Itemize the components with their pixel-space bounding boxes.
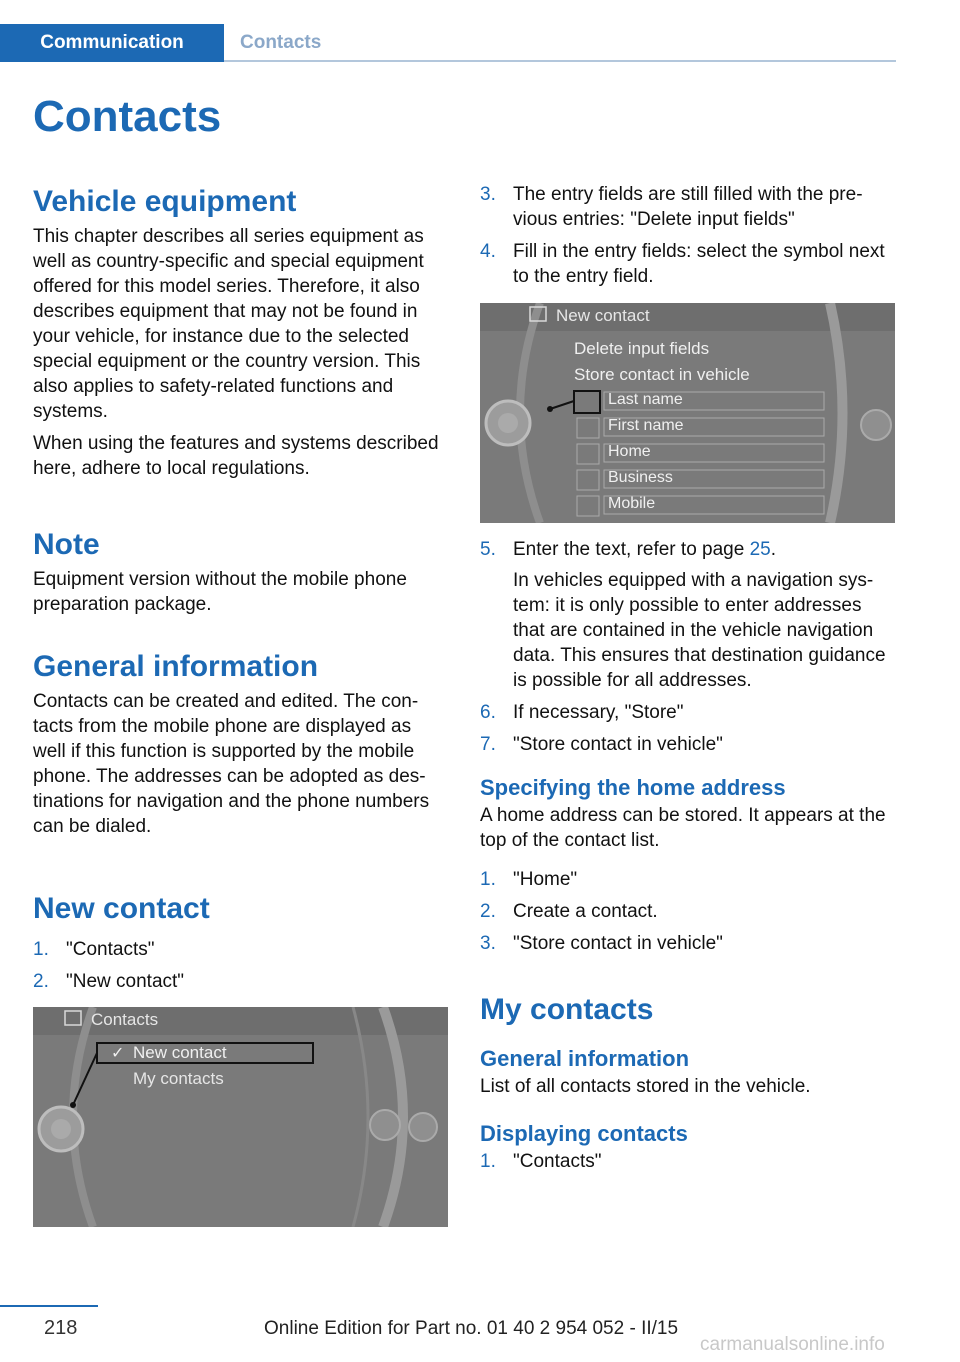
step-number: 3. [480, 184, 496, 205]
list-item [33, 969, 448, 994]
heading-note: Note [33, 528, 100, 561]
steps-list [480, 1149, 895, 1174]
page-link[interactable]: 25 [749, 539, 771, 560]
field-home[interactable]: Home [608, 443, 651, 460]
field-mobile[interactable]: Mobile [608, 495, 656, 512]
list-item [480, 867, 895, 892]
page-header [0, 0, 960, 62]
tab-contacts[interactable]: Contacts [240, 32, 322, 53]
step-text-part: . [770, 539, 777, 560]
check-icon: ✓ [111, 1045, 125, 1062]
list-item [480, 239, 895, 289]
step-number: 3. [480, 933, 496, 954]
heading-vehicle-equipment: Vehicle equipment [33, 185, 297, 218]
steps-list [480, 182, 895, 289]
menu-item-store-contact[interactable]: Store contact in vehicle [574, 365, 750, 384]
steps-list [33, 937, 448, 994]
step-number: 1. [480, 869, 496, 890]
menu-item-delete-input-fields[interactable]: Delete input fields [574, 339, 710, 358]
list-item [33, 937, 448, 962]
menu-item-new-contact[interactable]: New contact [133, 1043, 227, 1062]
paragraph: A home address can be stored. It appears at the top of the contact list. [480, 805, 886, 851]
header-divider [224, 60, 896, 62]
page-number: 218 [44, 1317, 78, 1339]
screen-title: Contacts [91, 1010, 159, 1029]
step-text: "Home" [513, 869, 578, 890]
step-text-part: Enter the text, refer to page [513, 539, 750, 560]
step-text: "Contacts" [66, 939, 155, 960]
menu-item-my-contacts[interactable]: My contacts [133, 1069, 224, 1088]
idrive-screen-contacts [33, 1007, 448, 1227]
step-text: "New contact" [66, 971, 185, 992]
paragraph: When using the features and systems described here, adhere to local regulations. [33, 433, 439, 479]
step-number: 1. [33, 939, 49, 960]
step-note: In vehicles equipped with a navigation system: it is only possible to enter addresses that are contained in the vehicle navigation data. This ensures that destination guidance is possible for all addresses. [513, 570, 886, 691]
list-item [480, 931, 895, 956]
step-number: 7. [480, 734, 496, 755]
left-column [33, 182, 448, 1227]
heading-my-contacts: My contacts [480, 993, 654, 1026]
heading-my-contacts-general: General information [480, 1046, 690, 1071]
field-last-name[interactable]: Last name [608, 391, 683, 408]
screen-title: New contact [556, 306, 650, 325]
step-text: Fill in the entry fields: select the symbol next to the entry field. [513, 241, 885, 287]
step-text: "Store contact in vehicle" [513, 933, 723, 954]
heading-home-address: Specifying the home address [480, 775, 786, 800]
heading-new-contact: New contact [33, 892, 210, 925]
list-item [480, 182, 895, 232]
list-item [480, 1149, 895, 1174]
field-business[interactable]: Business [608, 469, 673, 486]
step-number: 1. [480, 1151, 496, 1172]
steps-list [480, 867, 895, 956]
step-text: "Store contact in vehicle" [513, 734, 723, 755]
right-column [480, 182, 895, 1181]
step-number: 5. [480, 539, 496, 560]
page-title: Contacts [33, 92, 222, 141]
watermark: carmanualsonline.info [700, 1334, 885, 1355]
paragraph: This chapter describes all series equipment as well as country-specific and special equipment offered for this model series. Therefore, it also describes equipment that may not be found in your vehicle, for instance due to the selected special equipment or the country version. This also applies to safety-related functions and systems. [33, 226, 424, 422]
idrive-screen-new-contact [480, 303, 895, 523]
heading-displaying-contacts: Displaying contacts [480, 1121, 688, 1146]
heading-general-information: General information [33, 650, 319, 683]
footer-divider [0, 1305, 98, 1307]
step-text [513, 537, 895, 693]
step-number: 2. [480, 901, 496, 922]
step-text: "Contacts" [513, 1151, 602, 1172]
step-text: If necessary, "Store" [513, 702, 684, 723]
step-number: 4. [480, 241, 496, 262]
step-number: 2. [33, 971, 49, 992]
step-text: Create a contact. [513, 901, 658, 922]
list-item [480, 537, 895, 693]
tab-communication[interactable]: Communication [0, 24, 224, 62]
paragraph: Equipment version without the mobile phone preparation package. [33, 569, 407, 615]
paragraph: List of all contacts stored in the vehicle. [480, 1076, 811, 1097]
steps-list [480, 537, 895, 757]
edition-note: Online Edition for Part no. 01 40 2 954 052 - II/15 [264, 1318, 679, 1339]
list-item [480, 899, 895, 924]
list-item [480, 732, 895, 757]
paragraph: Contacts can be created and edited. The contacts from the mobile phone are displayed as well if this function is supported by the mobile phone. The addresses can be adopted as destinations for navigation and the phone numbers can be dialed. [33, 691, 430, 837]
step-number: 6. [480, 702, 496, 723]
list-item [480, 700, 895, 725]
field-first-name[interactable]: First name [608, 417, 684, 434]
step-text: The entry fields are still filled with the previous entries: "Delete input fields" [513, 184, 863, 230]
